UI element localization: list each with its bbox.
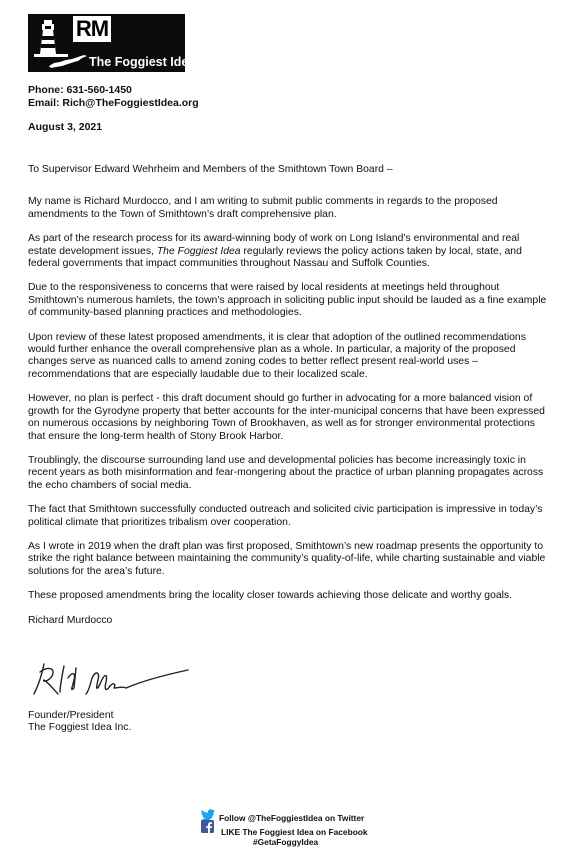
contact-info xyxy=(28,84,199,110)
phone-line: Phone: 631-560-1450 xyxy=(28,84,132,96)
paragraph-3: Due to the responsiveness to concerns that were raised by local residents at meetings held throughout Smithtown’s numerous hamlets, the town’s approach in soliciting public input should be lauded as a fine example of community-based planning practices and methodologies. xyxy=(28,282,547,319)
paragraph-2-start: As part of the research process for its award-winning body of work on Long Island’s environmental and real estate development issues, xyxy=(28,233,520,257)
paragraph-2-end: regularly reviews the policy actions taken by local, state, and federal governments that impact communities throughout Nassau and Suffolk Counties. xyxy=(28,245,522,270)
hashtag: #GetaFoggyIdea xyxy=(253,837,319,847)
publication-name: The Foggiest Idea xyxy=(156,245,241,257)
logo-org-name: The Foggiest Idea xyxy=(89,55,196,69)
twitter-link[interactable]: Follow @TheFoggiestIdea on Twitter xyxy=(219,813,365,823)
author-title: Founder/President xyxy=(28,710,114,721)
paragraph-8: As I wrote in 2019 when the draft plan was first proposed, Smithtown’s new roadmap presents the opportunity to strike the right balance between maintaining the community’s quality-of-life, while charting sustainable and viable solutions for the area’s future. xyxy=(28,540,546,577)
letter-date: August 3, 2021 xyxy=(28,121,103,133)
facebook-link[interactable]: LIKE The Foggiest Idea on Facebook xyxy=(221,827,368,837)
letter-body xyxy=(28,164,548,627)
logo-monogram: RM xyxy=(73,16,111,42)
paragraph-4: Upon review of these latest proposed amendments, it is clear that adoption of the outlined recommendations would further enhance the overall comprehensive plan as a whole. In particular, a majority of the proposed changes serve as nuanced calls to amend zoning codes to better reflect present real-world uses – recommendations that are especially laudable due to their localized scale. xyxy=(28,331,526,380)
paragraph-7: The fact that Smithtown successfully conducted outreach and solicited civic participation is impressive in today’s political climate that prioritizes tribalism over cooperation. xyxy=(28,504,543,528)
paragraph-9: These proposed amendments bring the locality closer towards achieving those delicate and worthy goals. xyxy=(28,590,513,602)
long-island-map-icon xyxy=(48,54,88,70)
author-org: The Foggiest Idea Inc. xyxy=(28,722,132,734)
paragraph-1: My name is Richard Murdocco, and I am writing to submit public comments in regards to the proposed amendments to the Town of Smithtown’s draft comprehensive plan. xyxy=(28,196,498,220)
paragraph-6: Troublingly, the discourse surrounding land use and developmental policies has become increasingly toxic in recent years as both misinformation and fear-mongering about the practice of urban planning propagates across the echo chambers of social media. xyxy=(28,454,544,491)
paragraph-5: However, no plan is perfect - this draft document should go further in advocating for a more balanced vision of growth for the Gyrodyne property that better accounts for the inter-municipal concerns that have been expressed on numerous occasions by neighboring Town of Brookhaven, as well as for stronger environmental protections that ensure the long-term health of Stony Brook Harbor. xyxy=(28,393,545,442)
signoff-name: Richard Murdocco xyxy=(28,614,113,626)
handwritten-signature xyxy=(30,658,190,700)
salutation: To Supervisor Edward Wehrheim and Members of the Smithtown Town Board – xyxy=(28,164,393,175)
facebook-icon[interactable] xyxy=(201,820,214,833)
lighthouse-icon xyxy=(34,20,68,58)
foggiest-idea-logo xyxy=(28,14,196,72)
closing-block xyxy=(28,710,131,735)
paragraph-2 xyxy=(28,233,548,270)
email-line: Email: Rich@TheFoggiestIdea.org xyxy=(28,97,199,109)
